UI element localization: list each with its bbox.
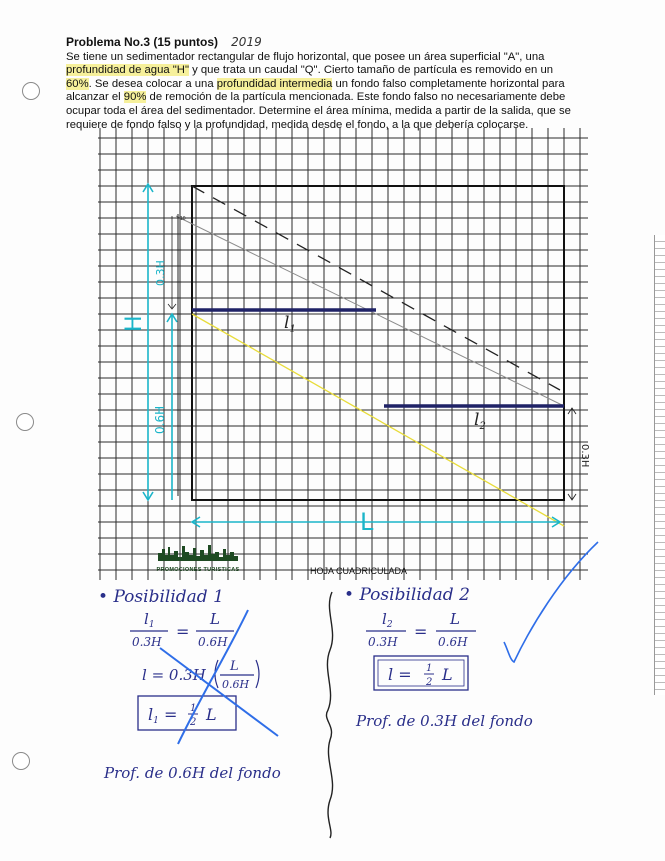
label-l2: $l_2$ — [474, 410, 486, 432]
pos1-eq2: l = 0.3H — [142, 666, 206, 684]
pos2-result: l = — [388, 665, 412, 684]
label-03H-right: 0.3H — [579, 444, 590, 468]
settler-outline — [192, 186, 564, 500]
label-H: H — [122, 315, 147, 332]
label-03H: 0.3H — [154, 260, 167, 286]
pos1-title: • Posibilidad 1 — [98, 587, 224, 607]
pos2-L: L — [450, 610, 460, 628]
pos2-title-text: Posibilidad 2 — [359, 585, 470, 605]
label-06H: 0.6H — [153, 405, 167, 434]
equals: = — [176, 622, 190, 641]
checkmark-icon — [500, 538, 605, 668]
pos1-result-L: L — [206, 705, 217, 724]
dashed-trajectory-line — [192, 186, 560, 390]
problem-line — [66, 91, 596, 105]
crossout-stroke-2 — [160, 648, 278, 736]
binder-hole-top — [22, 82, 40, 100]
pos2-06H: 0.6H — [438, 635, 468, 649]
problem-text: . Se desea colocar a una — [88, 77, 217, 90]
pos1-half-den: 2 — [190, 717, 197, 728]
label-l1: $l_1$ — [284, 313, 296, 335]
pos1-03H: 0.3H — [132, 635, 162, 649]
problem-statement — [66, 36, 596, 132]
problem-line: requiere de fondo falso y la profundidad, medida desde el fondo, a la que debería colocarse. — [66, 118, 529, 131]
highlighted-text: profundidad de agua "H" — [66, 64, 189, 77]
problem-title: Problema No.3 (15 puntos) — [66, 35, 219, 49]
axis-tick-label: 10 — [180, 216, 186, 222]
pos2-result-L: L — [442, 665, 453, 684]
pos1-half-num: 1 — [190, 703, 197, 714]
pos1-eq2-L: L — [230, 659, 239, 674]
pos1-l1: $l_1$ — [144, 610, 155, 630]
problem-text: y que trata un caudal "Q". Cierto tamaño de partícula es removido en un — [188, 64, 554, 77]
settler-diagram — [98, 128, 588, 580]
pos2-l2: $l_2$ — [382, 610, 393, 630]
handwritten-year: 2019 — [231, 35, 262, 49]
pos1-L: L — [210, 610, 220, 628]
highlighted-text: 90% — [123, 91, 147, 104]
brace-divider — [318, 590, 348, 840]
problem-text: un fondo falso completamente horizontal para — [332, 77, 565, 90]
highlighted-text: 60% — [66, 77, 89, 90]
problem-line — [66, 64, 596, 78]
equals: = — [414, 622, 428, 641]
paper-brand-logo — [156, 543, 240, 573]
pos2-title: • Posibilidad 2 — [344, 585, 470, 605]
label-L: L — [360, 508, 374, 536]
problem-text: alcanzar el — [66, 91, 124, 104]
pos2-half-den: 2 — [426, 677, 433, 688]
pos2-depth-note: Prof. de 0.3H del fondo — [356, 712, 533, 730]
depth-axis-ticks — [176, 218, 182, 474]
problem-text: de remoción de la partícula mencionada. Este fondo falso no necesariamente debe — [146, 91, 566, 104]
sheet-label: HOJA CUADRICULADA — [310, 566, 408, 576]
pos1-eq2-06H: 0.6H — [222, 678, 250, 691]
adjacent-sheet-edge — [654, 235, 665, 695]
highlighted-text: profundidad intermedia — [216, 77, 333, 90]
pos1-title-text: Posibilidad 1 — [113, 587, 224, 607]
pos1-equations — [120, 608, 290, 748]
problem-line: Se tiene un sedimentador rectangular de flujo horizontal, que posee un área superficial "A", una — [66, 50, 545, 63]
skyline-icon — [156, 543, 240, 561]
pos1-result: l1 = — [148, 705, 178, 726]
pos2-half-num: 1 — [426, 663, 433, 674]
pos1-depth-note: Prof. de 0.6H del fondo — [104, 764, 281, 782]
pos2-03H: 0.3H — [368, 635, 398, 649]
pos2-equations — [360, 608, 510, 698]
binder-hole-bottom — [12, 752, 30, 770]
problem-line — [66, 78, 596, 92]
binder-hole-middle — [16, 413, 34, 431]
problem-line: ocupar toda el área del sedimentador. Determine el área mínima, medida a partir de la salida, que se — [66, 104, 571, 117]
logo-caption: PROMOCIONES TURISTICAS — [156, 567, 240, 573]
pos1-06H: 0.6H — [198, 635, 228, 649]
